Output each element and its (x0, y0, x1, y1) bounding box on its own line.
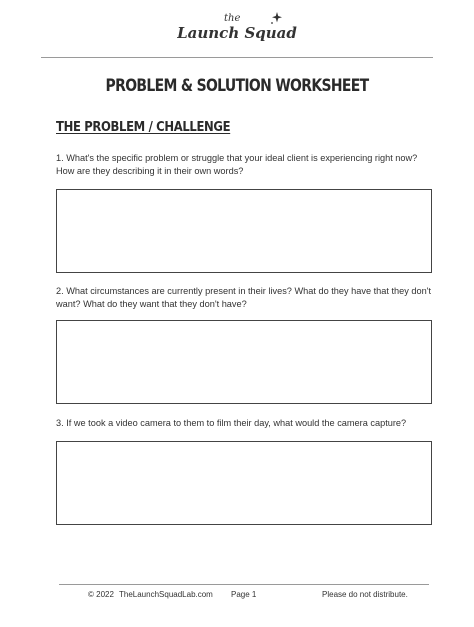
page-title: PROBLEM & SOLUTION WORKSHEET (105, 76, 369, 96)
section-heading: THE PROBLEM / CHALLENGE (56, 119, 231, 135)
answer-box-2[interactable] (56, 320, 432, 404)
logo-main-text: Launch Squad (177, 24, 297, 42)
question-2: 2. What circumstances are currently present in their lives? What do they have that they don't want? What do they want that they don't have? (56, 286, 432, 309)
footer-page-number: Page 1 (231, 590, 257, 599)
footer-copyright: © 2022 (88, 590, 114, 599)
answer-box-3[interactable] (56, 441, 432, 525)
footer-divider (59, 584, 429, 585)
launch-squad-logo (177, 10, 297, 44)
answer-box-1[interactable] (56, 189, 432, 273)
logo-small-word: the (224, 13, 241, 24)
footer-notice: Please do not distribute. (322, 590, 408, 599)
question-3: 3. If we took a video camera to them to film their day, what would the camera capture? (56, 418, 407, 428)
sparkle-icon (271, 12, 282, 24)
brand-logo (0, 10, 474, 44)
footer-site-link[interactable]: TheLaunchSquadLab.com (119, 590, 213, 599)
header-divider (41, 57, 433, 58)
question-1: 1. What's the specific problem or struggle that your ideal client is experiencing right now? How are they describing it in their own words? (56, 153, 418, 176)
